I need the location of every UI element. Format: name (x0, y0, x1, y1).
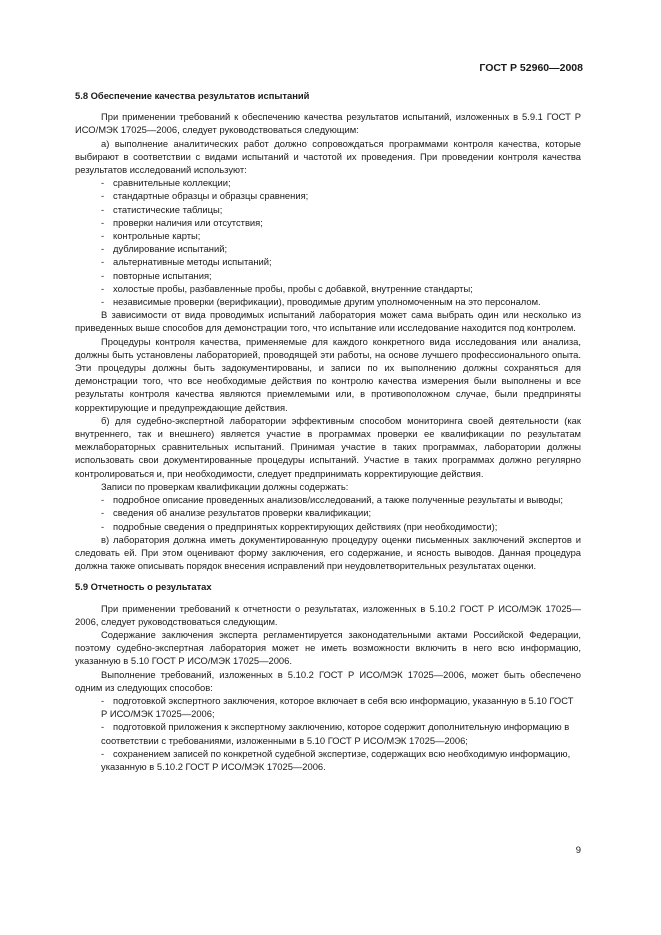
section-heading-5-8: 5.8 Обеспечение качества результатов испытаний (75, 90, 310, 101)
list-item: - статистические таблицы; (101, 203, 223, 215)
list-item: - подготовкой экспертного заключения, которое включает в себя всю информацию, указанную в 5.10 ГОСТ Р ИСО/МЭК 17025—2006; (101, 694, 574, 720)
paragraph-fulfillment: Выполнение требований, изложенных в 5.10.2 ГОСТ Р ИСО/МЭК 17025—2006, может быть обеспечено одним из следующих способов: (75, 668, 581, 693)
quality-methods-list (75, 176, 581, 308)
section-5-9-intro: При применении требований к отчетности о результатах, изложенных в 5.10.2 ГОСТ Р ИСО/МЭК 17025—2006, следует руководствоваться следующим. (75, 602, 581, 627)
paragraph-method-choice: В зависимости от вида проводимых испытаний лаборатория может сама выбрать один или несколько из приведенных выше способов для демонстрации того, что испытание или исследование находится под контролем. (75, 309, 581, 334)
list-item: - дублирование испытаний; (101, 243, 228, 255)
document-code: ГОСТ Р 52960—2008 (479, 62, 583, 74)
section-5-8-intro: При применении требований к обеспечению качества результатов испытаний, изложенных в 5.9.1 ГОСТ Р ИСО/МЭК 17025—2006, следует руководствоваться следующим: (75, 111, 581, 136)
list-item: - независимые проверки (верификации), проводимые другим уполномоченным на это персоналом. (101, 296, 541, 308)
document-body (75, 89, 581, 773)
item-b: б) для судебно-экспертной лаборатории эффективным способом мониторинга своей деятельности (как внутреннего, так и внешнего) является участие в программах проверки ее квалификации по результатам межлабораторных сравнительных испытаний. Принимая участие в таких программах, лаборатории должны использовать свои документированные процедуры испытаний. Участие в таких программах должно регулярно контролироваться и, при необходимости, следует предпринимать корректирующие действия. (75, 414, 581, 479)
list-item: - подробные сведения о предпринятых корректирующих действиях (при необходимости); (101, 520, 498, 532)
list-item: - альтернативные методы испытаний; (101, 256, 272, 268)
list-item: - сведения об анализе результатов проверки квалификации; (101, 507, 372, 519)
item-a: а) выполнение аналитических работ должно сопровождаться программами контроля качества, которые выбирают в соответствии с видами испытаний и частотой их проведения. При проведении контроля качества результатов исследований используют: (75, 137, 581, 176)
paragraph-procedures: Процедуры контроля качества, применяемые для каждого конкретного вида исследования или анализа, должны быть установлены лабораторией, проводящей эти работы, на основе лучшего профессионального опыта. Эти процедуры должны быть задокументированы, и записи по их выполнению должны сохраняться для демонстрации того, что все необходимые действия по контролю качества измерения были выполнены и все результаты контроля качества являются приемлемыми или, в противоположном случае, были предприняты корректирующие и предупреждающие действия. (75, 335, 581, 413)
list-item: - холостые пробы, разбавленные пробы, пробы с добавкой, внутренние стандарты; (101, 282, 473, 294)
list-item: - повторные испытания; (101, 269, 212, 281)
list-item: - проверки наличия или отсутствия; (101, 216, 263, 228)
records-list (75, 493, 581, 533)
section-heading-5-9: 5.9 Отчетность о результатах (75, 581, 212, 593)
item-c: в) лаборатория должна иметь документированную процедуру оценки письменных заключений экспертов и следовать ей. При этом оценивают форму заключения, его содержание, и ясность выводов. Данная процедура должна также описывать порядок внесения исправлений при неудовлетворительных результатах оценки. (75, 533, 581, 572)
list-item: - стандартные образцы и образцы сравнения; (101, 190, 309, 202)
reporting-methods-list (75, 694, 581, 773)
page-number: 9 (575, 845, 581, 856)
list-item: - подробное описание проведенных анализов/исследований, а также полученные результаты и выводы; (101, 494, 563, 506)
paragraph-content: Содержание заключения эксперта регламентируется законодательными актами Российской Федерации, поэтому судебно-экспертная лаборатория может не иметь возможности включить в него всю информацию, указанную в 5.10 ГОСТ Р ИСО/МЭК 17025—2006. (75, 628, 581, 667)
records-intro: Записи по проверкам квалификации должны содержать: (101, 480, 349, 492)
list-item: - контрольные карты; (101, 230, 201, 242)
list-item: - сравнительные коллекции; (101, 177, 231, 189)
list-item: - подготовкой приложения к экспертному заключению, которое содержит дополнительную информацию в соответствии с требованиями, изложенными в 5.10 ГОСТ Р ИСО/МЭК 17025—2006; (101, 721, 570, 746)
list-item: - сохранением записей по конкретной судебной экспертизе, содержащих всю необходимую информацию, указанную в 5.10.2 ГОСТ Р ИСО/МЭК 17025—2006. (101, 747, 571, 772)
